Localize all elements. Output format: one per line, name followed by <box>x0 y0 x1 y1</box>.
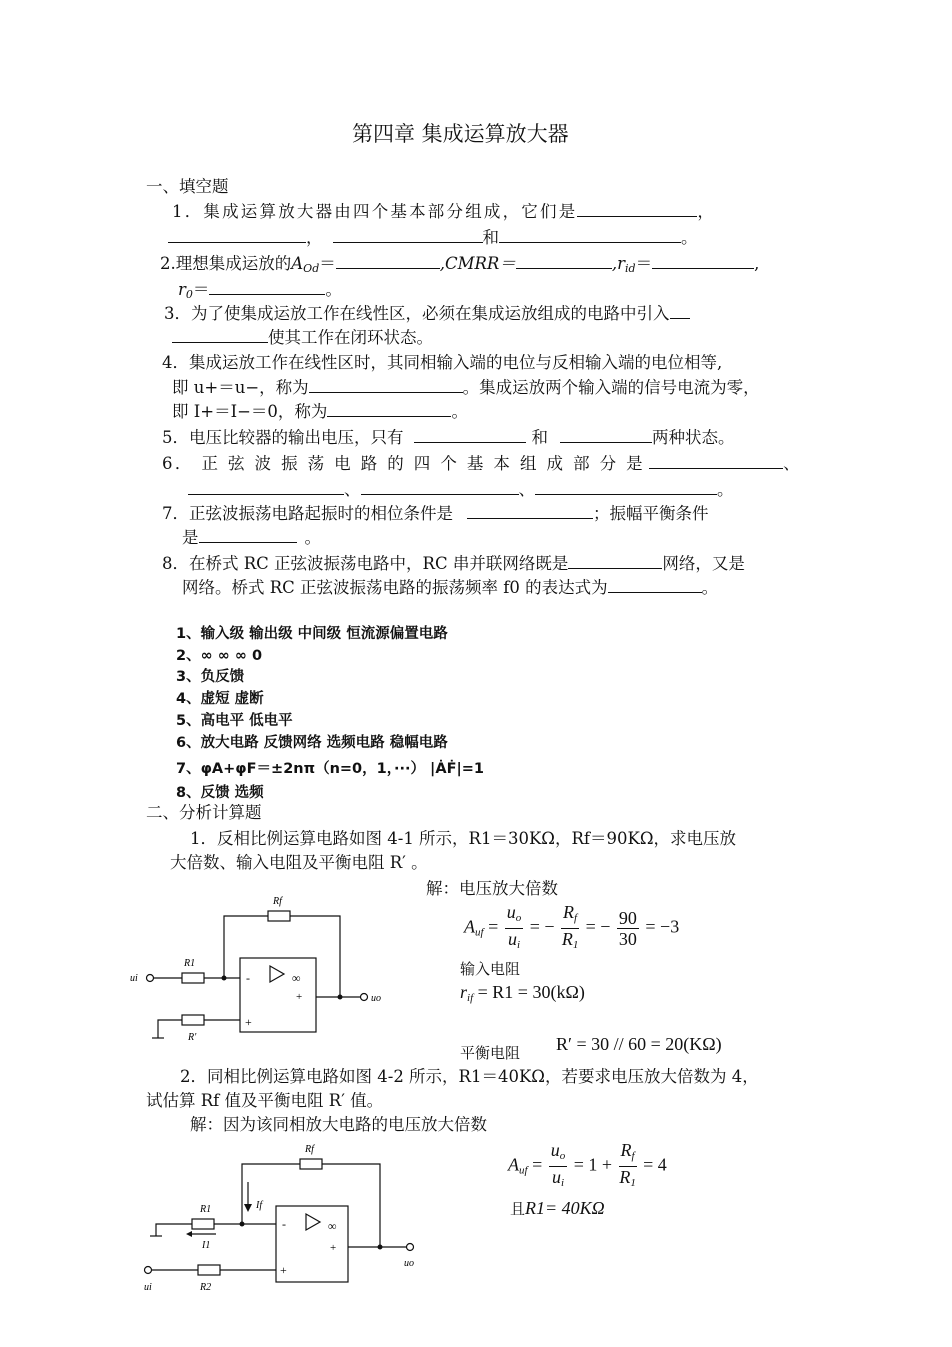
blank[interactable] <box>172 326 268 343</box>
blank[interactable] <box>467 502 593 519</box>
blank[interactable] <box>168 226 306 243</box>
blank[interactable] <box>499 226 681 243</box>
answer-6: 6、放大电路 反馈网络 选频电路 稳幅电路 <box>176 735 448 751</box>
answer-7: 7、φA+φF＝±2nπ（n=0，1，···） |ȦḞ|=1 <box>176 761 485 777</box>
fig1-rp-label: R' <box>188 1032 197 1043</box>
blank[interactable] <box>327 400 451 417</box>
answer-2: 2、∞ ∞ ∞ 0 <box>176 648 263 664</box>
answer-4: 4、虚短 虚断 <box>176 691 264 707</box>
fig1-plus-output: + <box>296 991 303 1003</box>
question-3: 3．为了使集成运放工作在线性区，必须在集成运放组成的电路中引入 <box>164 302 690 325</box>
problem-1-line2: 大倍数、输入电阻及平衡电阻 R′ 。 <box>170 853 428 872</box>
fig2-plus-output: + <box>330 1242 337 1254</box>
input-resistance-label: 输入电阻 <box>460 960 521 978</box>
question-6: 6． 正 弦 波 振 荡 电 路 的 四 个 基 本 组 成 部 分 是 、 <box>162 454 802 473</box>
problem-2-r1-value: 且R1= 40KΩ <box>510 1198 605 1218</box>
question-1-cont: ， 和 。 <box>168 226 698 249</box>
fig2-rf-label: Rf <box>305 1144 314 1155</box>
balance-resistance-equation: R′ = 30 // 60 = 20(KΩ) <box>556 1034 722 1054</box>
fig1-ui-label: ui <box>130 973 138 984</box>
fig2-plus-input: + <box>280 1263 287 1277</box>
fig2-r2-label: R2 <box>200 1282 212 1293</box>
question-7-cont: 是 。 <box>182 528 321 547</box>
problem-2-line2: 试估算 Rf 值及平衡电阻 R′ 值。 <box>146 1091 384 1110</box>
question-3-cont: 使其工作在闭环状态。 <box>172 326 433 349</box>
fig1-infinity: ∞ <box>292 971 301 985</box>
question-2-cont: $r_0=$ 。 <box>178 280 342 301</box>
blank[interactable] <box>516 252 612 269</box>
blank[interactable] <box>209 278 325 295</box>
answer-3: 3、负反馈 <box>176 669 245 685</box>
question-5: 5．电压比较器的输出电压，只有 和 两种状态。 <box>162 428 735 447</box>
fig2-if-label: If <box>256 1200 263 1211</box>
blank[interactable] <box>670 302 690 319</box>
problem-1-gain-equation: $A_{uf}$ = $\frac{u_o}{u_i}$ = − $\frac{R_f}{R_1}$ = − $\frac{90}{30}$ = −3 <box>464 902 680 951</box>
fig1-uo-label: uo <box>371 993 381 1004</box>
problem-1-line1: 1．反相比例运算电路如图 4-1 所示，R1＝30KΩ，Rf＝90KΩ，求电压放 <box>190 829 737 848</box>
figure-4-2-noninverting-amplifier <box>140 1136 430 1296</box>
question-8: 8．在桥式 RC 正弦波振荡电路中，RC 串并联网络既是 网络，又是 <box>162 554 745 573</box>
fig2-ui-label: ui <box>144 1282 152 1293</box>
blank[interactable] <box>309 376 463 393</box>
question-4-cont: 即 u+＝u−，称为 。集成运放两个输入端的信号电流为零， <box>172 378 760 397</box>
blank[interactable] <box>608 576 702 593</box>
input-resistance-equation: $r_{if} = R1 = 30(k\Omega)$ <box>460 982 585 1004</box>
blank[interactable] <box>199 526 297 543</box>
blank[interactable] <box>414 426 526 443</box>
blank[interactable] <box>560 426 652 443</box>
question-8-cont: 网络。桥式 RC 正弦波振荡电路的振荡频率 f0 的表达式为 。 <box>182 578 719 597</box>
question-7: 7．正弦波振荡电路起振时的相位条件是 ；振幅平衡条件 <box>162 504 709 523</box>
fig2-infinity: ∞ <box>328 1219 337 1233</box>
blank[interactable] <box>333 226 483 243</box>
balance-resistance-label: 平衡电阻 <box>460 1044 521 1062</box>
fig2-minus: - <box>282 1217 286 1231</box>
answer-5: 5、高电平 低电平 <box>176 713 293 729</box>
problem-2-solution-label: 解：因为该同相放大电路的电压放大倍数 <box>190 1115 487 1134</box>
fig2-uo-label: uo <box>404 1258 414 1269</box>
section-heading-fill-in: 一、填空题 <box>146 177 229 196</box>
fig2-r1-label: R1 <box>200 1204 212 1215</box>
fig1-r1-label: R1 <box>184 958 196 969</box>
question-2: 2.理想集成运放的$A_{Od}=$ ,CMRR＝ $,r_{id}=$ , <box>160 254 760 275</box>
question-4-cont2: 即 I+＝I−＝0，称为 。 <box>172 402 468 421</box>
figure-4-1-inverting-amplifier <box>128 890 398 1050</box>
section-heading-analysis: 二、分析计算题 <box>146 803 262 822</box>
answer-1: 1、输入级 输出级 中间级 恒流源偏置电路 <box>176 626 448 642</box>
problem-1-solution-label: 解：电压放大倍数 <box>426 879 558 898</box>
blank[interactable] <box>652 252 754 269</box>
blank[interactable] <box>568 552 662 569</box>
fig2-i1-label: I1 <box>202 1240 211 1251</box>
problem-2-gain-equation: $A_{uf}$ = $\frac{u_o}{u_i}$ = 1 + $\frac{R_f}{R_1}$ = 4 <box>508 1140 667 1189</box>
fig1-rf-label: Rf <box>273 896 282 907</box>
blank[interactable] <box>577 200 697 217</box>
question-1: 1．集成运算放大器由四个基本部分组成，它们是 ， <box>172 202 717 221</box>
page-title: 第四章 集成运算放大器 <box>352 122 569 146</box>
blank[interactable] <box>649 452 783 469</box>
question-6-cont: 、 、 。 <box>188 478 734 501</box>
blank[interactable] <box>535 478 717 495</box>
fig1-plus-input: + <box>245 1015 252 1029</box>
fig1-minus: - <box>246 971 250 985</box>
problem-2-line1: 2．同相比例运算电路如图 4-2 所示，R1＝40KΩ，若要求电压放大倍数为 4， <box>180 1067 759 1086</box>
answer-8: 8、反馈 选频 <box>176 785 264 801</box>
blank[interactable] <box>336 252 440 269</box>
blank[interactable] <box>188 478 344 495</box>
blank[interactable] <box>361 478 519 495</box>
question-4: 4．集成运放工作在线性区时，其同相输入端的电位与反相输入端的电位相等, <box>162 353 723 372</box>
